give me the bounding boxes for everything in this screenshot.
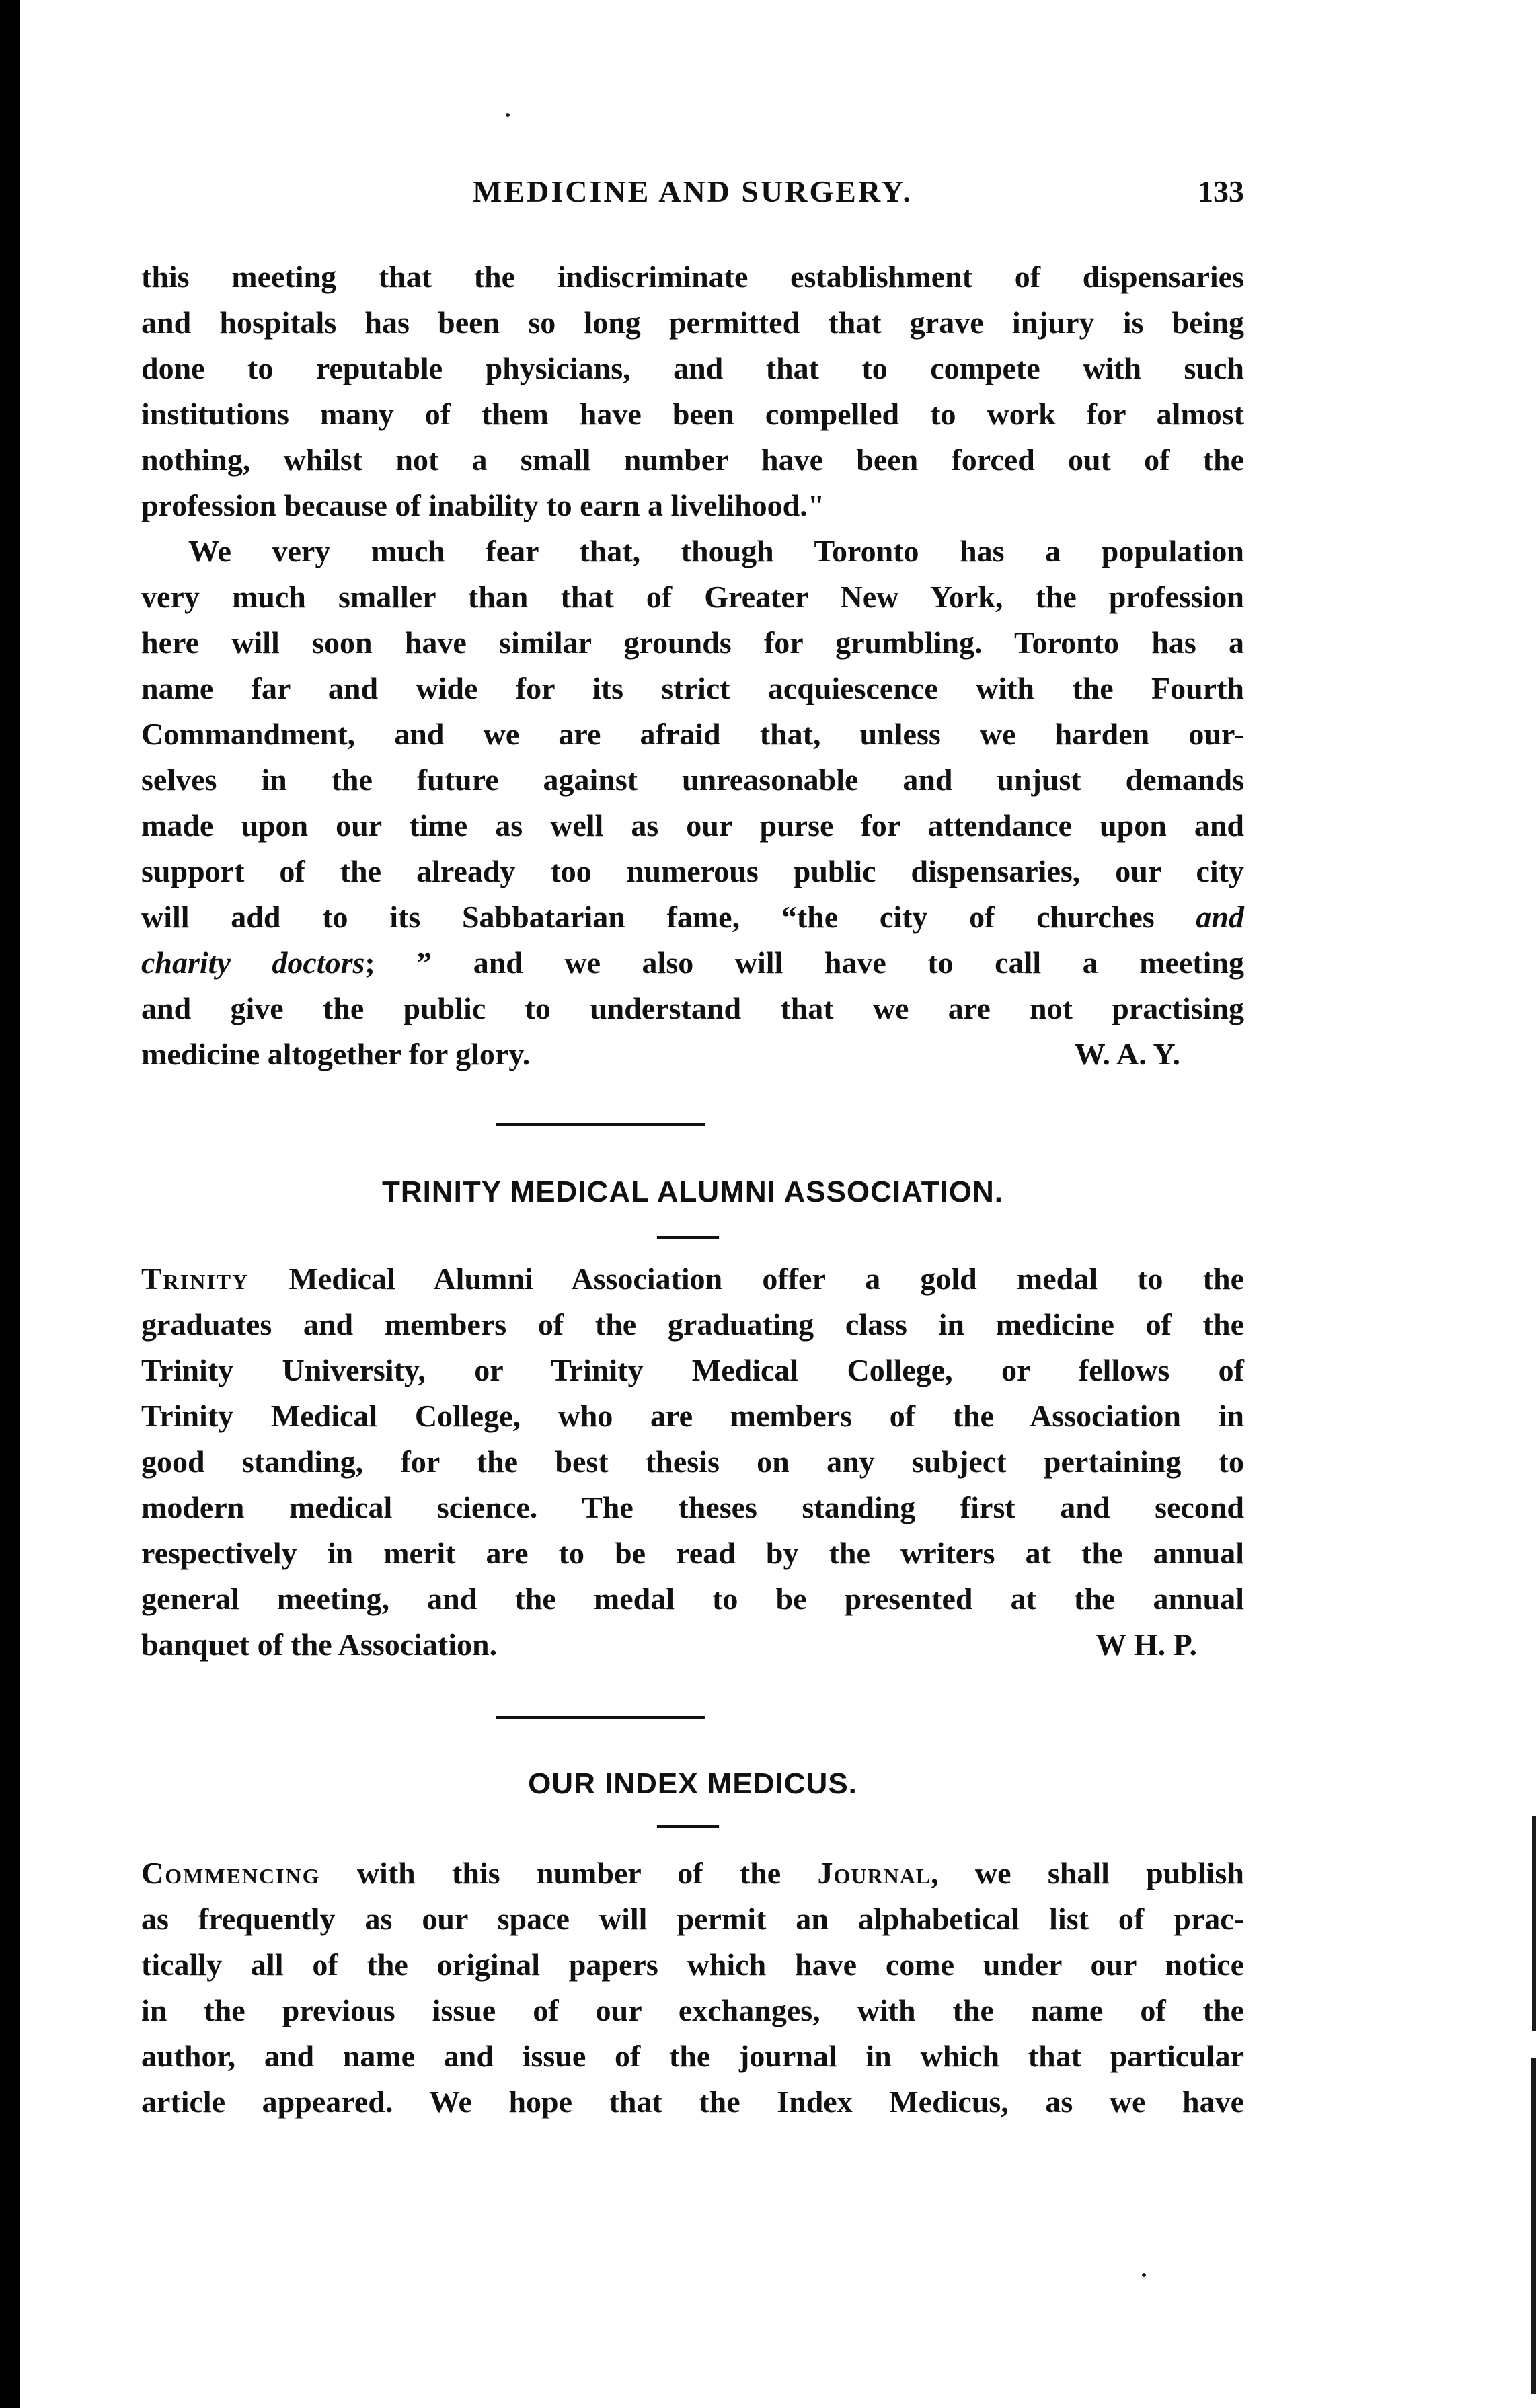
running-head — [141, 173, 1244, 214]
section-heading: OUR INDEX MEDICUS. — [528, 1767, 857, 1800]
text-line: nothing, whilst not a small number have been forced out of the — [141, 442, 1244, 477]
text-run: ; ” and we also will have to call a meeting — [364, 945, 1244, 980]
section-dispensaries — [141, 254, 1244, 1077]
text-line: selves in the future against unreasonable and unjust demands — [141, 763, 1244, 797]
text-line: author, and name and issue of the journal in which that particular — [141, 2039, 1244, 2073]
text-line: general meeting, and the medal to be presented at the annual — [141, 1582, 1244, 1616]
text-run: will add to its Sabbatarian fame, “the city of churches — [141, 900, 1155, 934]
text-run: medicine altogether for glory. — [141, 1037, 531, 1071]
section-index-medicus — [141, 1851, 1244, 2125]
section-divider — [496, 1716, 705, 1719]
journal-word: Journal — [817, 1856, 931, 1890]
scan-speck — [506, 113, 510, 117]
text-line: as frequently as our space will permit an alphabetical list of prac- — [141, 1902, 1244, 1936]
text-line: Trinity University, or Trinity Medical College, or fellows of — [141, 1353, 1244, 1387]
text-line: support of the already too numerous public dispensaries, our city — [141, 854, 1244, 888]
text-line: very much smaller than that of Greater New York, the profession — [141, 580, 1244, 614]
text-line: this meeting that the indiscriminate establishment of dispensaries — [141, 260, 1244, 294]
scan-speck — [1142, 2273, 1146, 2277]
signature: W H. P. — [1096, 1627, 1197, 1662]
scan-left-margin — [0, 0, 20, 2408]
text-line: here will soon have similar grounds for grumbling. Toronto has a — [141, 625, 1244, 660]
heading-underline — [657, 1236, 719, 1239]
heading-underline — [657, 1825, 719, 1828]
text-line — [141, 1032, 1244, 1077]
text-line: Trinity Medical College, who are members of the Association in — [141, 1399, 1244, 1433]
text-line: in the previous issue of our exchanges, with the name of the — [141, 1993, 1244, 2027]
text-line: article appeared. We hope that the Index Medicus, as we have — [141, 2085, 1244, 2119]
text-line — [141, 1256, 1244, 1302]
lead-word: Commencing — [141, 1856, 321, 1890]
page-number: 133 — [1198, 174, 1244, 208]
text-line — [141, 1622, 1244, 1668]
text-line: done to reputable physicians, and that to compete with such — [141, 351, 1244, 385]
text-line: respectively in merit are to be read by the writers at the annual — [141, 1536, 1244, 1570]
text-run: with this number of the — [320, 1856, 818, 1890]
scan-right-margin-mark — [1532, 1816, 1536, 2031]
text-line: graduates and members of the graduating class in medicine of the — [141, 1307, 1244, 1342]
text-line: We very much fear that, though Toronto has a population — [188, 534, 1244, 568]
text-line: institutions many of them have been compelled to work for almost — [141, 397, 1244, 431]
text-line — [141, 1851, 1244, 1896]
text-line: made upon our time as well as our purse for attendance upon and — [141, 808, 1244, 843]
text-line: and hospitals has been so long permitted that grave injury is being — [141, 305, 1244, 340]
text-line: modern medical science. The theses standing first and second — [141, 1490, 1244, 1524]
text-run: , we shall publish — [931, 1856, 1244, 1890]
text-line — [141, 894, 1244, 940]
italic-run: charity doctors — [141, 945, 365, 980]
italic-run: and — [1196, 900, 1244, 934]
text-line: and give the public to understand that we are not practising — [141, 991, 1244, 1025]
text-line — [141, 940, 1244, 986]
text-line: tically all of the original papers which have come under our notice — [141, 1947, 1244, 1982]
scan-right-margin-mark — [1531, 2058, 1536, 2394]
section-divider — [496, 1123, 705, 1126]
text-line: Commandment, and we are afraid that, unless we harden our- — [141, 717, 1244, 751]
section-alumni — [141, 1256, 1244, 1668]
text-line: profession because of inability to earn a livelihood." — [141, 488, 825, 522]
running-title: MEDICINE AND SURGERY. — [473, 174, 913, 208]
lead-word: Trinity — [141, 1261, 249, 1296]
text-run: banquet of the Association. — [141, 1627, 498, 1662]
section-heading: TRINITY MEDICAL ALUMNI ASSOCIATION. — [382, 1175, 1003, 1208]
text-line: name far and wide for its strict acquiescence with the Fourth — [141, 671, 1244, 705]
text-line: good standing, for the best thesis on any subject pertaining to — [141, 1444, 1244, 1479]
text-run: Medical Alumni Association offer a gold medal to the — [249, 1261, 1244, 1296]
signature: W. A. Y. — [1074, 1037, 1180, 1071]
